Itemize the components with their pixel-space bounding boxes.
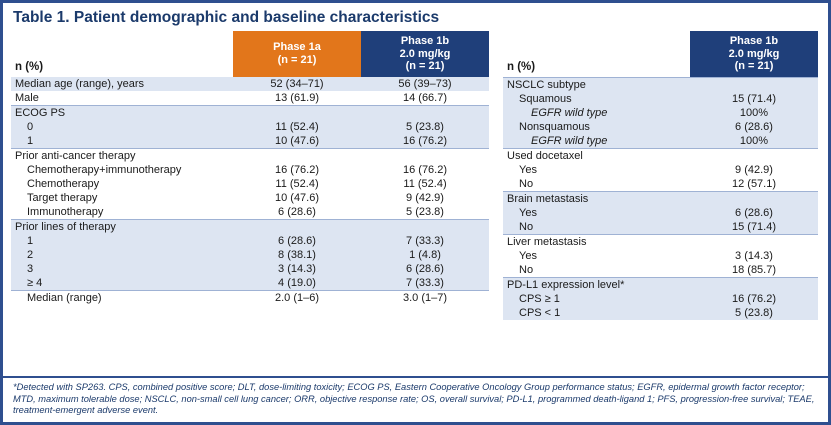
table-row [11,148,489,163]
table-row [503,277,818,292]
table-row [503,234,818,249]
row-value: 5 (23.8) [406,120,444,133]
row-label: No [519,220,534,233]
row-value [690,191,818,206]
table-row [503,106,818,120]
row-value [690,234,818,249]
row-value [233,105,361,120]
table-row [11,205,489,220]
row-value: 11 (52.4) [275,177,319,190]
row-value [233,148,361,163]
column-header-phase1b [361,31,489,77]
row-value: 16 (76.2) [274,163,320,176]
table-header-row [11,31,489,77]
page-title: Table 1. Patient demographic and baseline characteristics [13,9,440,26]
row-label: NSCLC subtype [503,77,690,92]
table-row [503,292,818,306]
row-value: 6 (28.6) [278,205,316,218]
left-table-body [11,77,489,305]
row-label: Target therapy [27,191,98,204]
row-label: 2 [27,248,34,261]
table-columns-wrapper [3,31,828,320]
row-label: Yes [519,249,537,262]
column-header-phase1a [233,31,361,77]
row-value [361,219,489,234]
right-table-body [503,77,818,320]
table-row [503,148,818,163]
row-label: Liver metastasis [503,234,690,249]
table-row [11,290,489,305]
right-table-container [503,31,818,320]
row-label: Used docetaxel [503,148,690,163]
table-row [503,220,818,235]
row-value: 6 (28.6) [735,120,773,133]
table-row [11,163,489,177]
table-row [11,91,489,106]
table-row [11,276,489,291]
column-header-phase1a-n: (n = 21) [277,54,317,66]
row-value: 10 (47.6) [274,134,320,147]
column-header-phase1b-line2: 2.0 mg/kg [728,47,780,60]
table-row [503,120,818,134]
row-value: 11 (52.4) [403,177,447,190]
row-value: 18 (85.7) [731,263,777,276]
row-label: Median (range) [11,290,233,305]
row-value: 15 (71.4) [731,220,777,233]
row-value: 16 (76.2) [731,292,777,305]
row-label: Nonsquamous [519,120,590,133]
table-row [11,248,489,262]
row-value: 4 (19.0) [278,276,316,289]
row-value: 7 (33.3) [406,234,444,247]
row-label: Median age (range), years [15,77,145,90]
column-header-phase1b-n: (n = 21) [405,60,445,73]
row-label: CPS < 1 [519,306,561,319]
row-value: 5 (23.8) [406,205,444,218]
row-value: 16 (76.2) [402,134,448,147]
row-value: 9 (42.9) [406,191,444,204]
row-value: 100% [739,134,769,147]
column-header-phase1b-line1: Phase 1b [729,35,779,48]
table-row [11,134,489,149]
row-value: 11 (52.4) [275,120,319,133]
table-row [11,120,489,134]
row-value: 52 (34–71) [270,77,324,90]
row-label: EGFR wild type [531,106,608,119]
column-header-phase1b-line2: 2.0 mg/kg [399,47,451,60]
table-row [11,77,489,91]
table-header-row [503,31,818,77]
row-value: 15 (71.4) [731,92,777,105]
demographics-table-right [503,31,818,320]
row-value: 3 (14.3) [735,249,773,262]
row-value: 14 (66.7) [402,91,448,104]
row-label: Squamous [519,92,572,105]
row-label: EGFR wild type [531,134,608,147]
table-row [503,177,818,192]
left-table-container [11,31,489,305]
table-row [503,77,818,92]
row-value [361,148,489,163]
row-value: 6 (28.6) [278,234,316,247]
table-row [11,234,489,248]
table-row [503,306,818,320]
row-label: CPS ≥ 1 [519,292,560,305]
column-header-phase1a-name: Phase 1a [273,41,321,54]
column-header-phase1b-n: (n = 21) [734,60,774,73]
table-row [503,163,818,177]
table-row [11,191,489,205]
row-label: PD-L1 expression level* [503,277,690,292]
row-label: Yes [519,163,537,176]
row-label: Brain metastasis [503,191,690,206]
row-label: No [519,263,534,276]
table-row [11,177,489,191]
row-label: Yes [519,206,537,219]
row-label: Immunotherapy [27,205,104,218]
table-footnote: *Detected with SP263. CPS, combined positive score; DLT, dose-limiting toxicity; ECOG PS, Eastern Cooperative Oncology Group performance status; EGFR, epidermal growth factor receptor; MTD, maximum tolerable dose; NSCLC, non-small cell lung cancer; ORR, objective response rate; OS, overall survival; PD-L1, programmed death-ligand 1; PFS, progression-free survival; TEAE, treatment-emergent adverse event. [3,376,828,422]
column-header-phase1b-line1: Phase 1b [400,35,450,48]
column-header-phase1b [690,31,818,77]
row-value: 100% [739,106,769,119]
table-row [503,249,818,263]
row-label-header: n (%) [11,31,233,77]
row-label: 1 [27,134,34,147]
row-value: 12 (57.1) [731,177,777,190]
row-label: 0 [27,120,34,133]
row-value: 13 (61.9) [274,91,320,104]
table-row [503,92,818,106]
row-value: 9 (42.9) [735,163,773,176]
row-label: Chemotherapy+immunotherapy [27,163,182,176]
row-label: Chemotherapy [27,177,100,190]
row-value: 5 (23.8) [735,306,773,319]
row-value [690,77,818,92]
row-label: No [519,177,534,190]
table-row [503,191,818,206]
row-label: 1 [27,234,34,247]
row-value: 10 (47.6) [274,191,320,204]
row-value: 7 (33.3) [406,276,444,289]
row-value: 56 (39–73) [398,77,452,90]
row-value [690,148,818,163]
row-label: Prior anti-cancer therapy [11,148,233,163]
row-value: 2.0 (1–6) [233,290,361,305]
row-label-header: n (%) [503,31,690,77]
table-row [503,263,818,278]
row-label: 3 [27,262,34,275]
row-value: 3 (14.3) [278,262,316,275]
row-value: 6 (28.6) [406,262,444,275]
table-row [11,262,489,276]
table-row [503,206,818,220]
row-value: 8 (38.1) [278,248,316,261]
table-row [503,134,818,149]
row-value [361,105,489,120]
row-value [690,277,818,292]
table-row [11,219,489,234]
row-value [233,219,361,234]
row-value: 16 (76.2) [402,163,448,176]
row-value: 1 (4.8) [409,248,441,261]
demographics-table-left [11,31,489,305]
row-value: 3.0 (1–7) [361,290,489,305]
row-value: 6 (28.6) [735,206,773,219]
row-label: Male [15,91,39,104]
table-row [11,105,489,120]
row-label: Prior lines of therapy [11,219,233,234]
row-label: ECOG PS [11,105,233,120]
row-label: ≥ 4 [27,276,43,289]
